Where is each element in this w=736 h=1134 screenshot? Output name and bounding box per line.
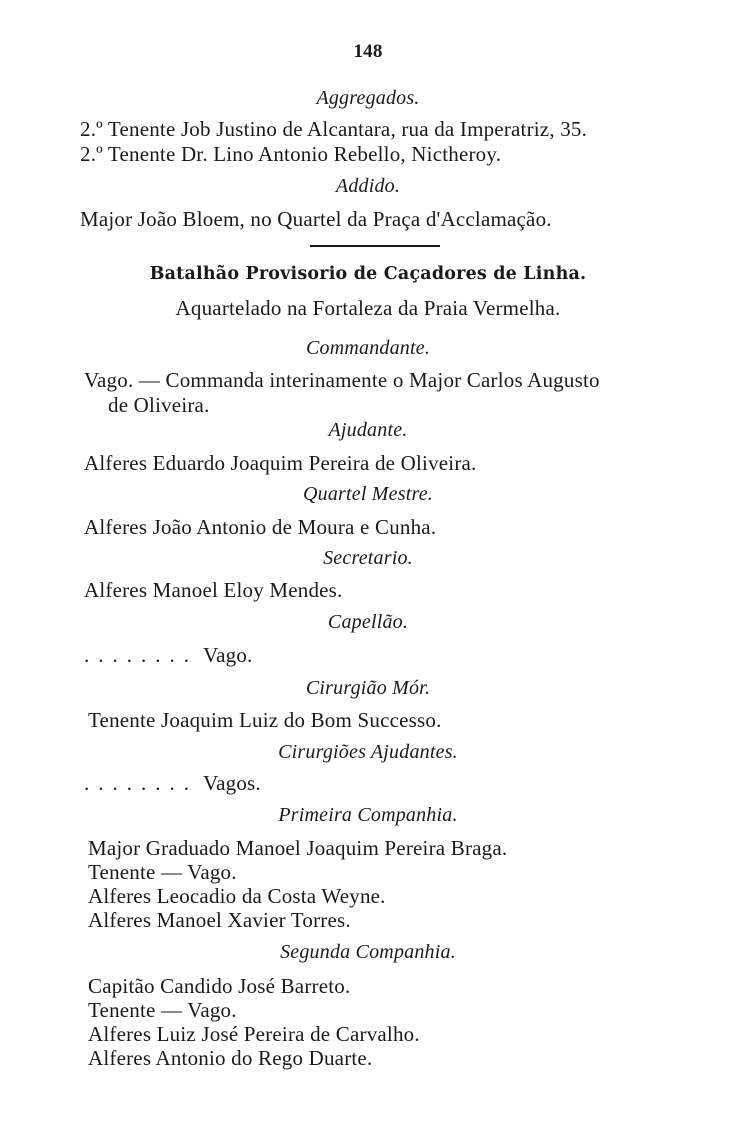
leader-dots: ........ [84,771,198,795]
entry-line: Tenente — Vago. [88,860,237,884]
heading-capellao: Capellão. [327,611,409,633]
entry-line: 2.º Tenente Dr. Lino Antonio Rebello, Nictheroy. [80,142,502,166]
entry-line: Major Graduado Manoel Joaquim Pereira Braga. [88,836,508,860]
heading-quartel-mestre: Quartel Mestre. [302,483,433,505]
entry-line: Tenente — Vago. [88,998,237,1022]
entry-line: Capitão Candido José Barreto. [88,974,351,998]
heading-cirurgiao-mor: Cirurgião Mór. [305,677,431,699]
entry-line: Alferes Eduardo Joaquim Pereira de Oliveira. [84,451,477,475]
heading-secretario: Secretario. [323,547,413,569]
page-number: 148 [353,41,383,62]
entry-line: Vago. — Commanda interinamente o Major Carlos Augusto [84,368,600,392]
entry-line: Alferes Antonio do Rego Duarte. [88,1046,373,1070]
entry-line: Alferes Manoel Eloy Mendes. [84,578,343,602]
heading-addido: Addido. [335,175,401,197]
section-divider [310,245,440,247]
entry-line: Alferes Manoel Xavier Torres. [88,908,351,932]
entry-line: Major João Bloem, no Quartel da Praça d'Acclamação. [80,207,552,231]
entry-value: Vago. [203,643,253,667]
heading-segunda-companhia: Segunda Companhia. [280,941,456,963]
entry-line: Alferes João Antonio de Moura e Cunha. [84,515,437,539]
heading-primeira-companhia: Primeira Companhia. [278,804,458,826]
entry-line [84,771,261,795]
subheading-location: Aquartelado na Fortaleza da Praia Vermelha. [175,296,561,320]
leader-dots: ........ [84,643,198,667]
heading-ajudante: Ajudante. [328,419,408,441]
entry-line: de Oliveira. [108,393,210,417]
entry-line: Alferes Leocadio da Costa Weyne. [88,884,386,908]
entry-value: Vagos. [203,771,261,795]
entry-line: Tenente Joaquim Luiz do Bom Successo. [88,708,442,732]
entry-line: 2.º Tenente Job Justino de Alcantara, rua da Imperatriz, 35. [80,117,588,141]
heading-commandante: Commandante. [305,337,431,359]
entry-line: Alferes Luiz José Pereira de Carvalho. [88,1022,420,1046]
heading-aggregados: Aggregados. [316,87,420,109]
heading-cirurgioes-ajudantes: Cirurgiões Ajudantes. [278,741,458,763]
entry-line [84,643,253,667]
heading-batalhao: Batalhão Provisorio de Caçadores de Linha. [149,264,587,284]
